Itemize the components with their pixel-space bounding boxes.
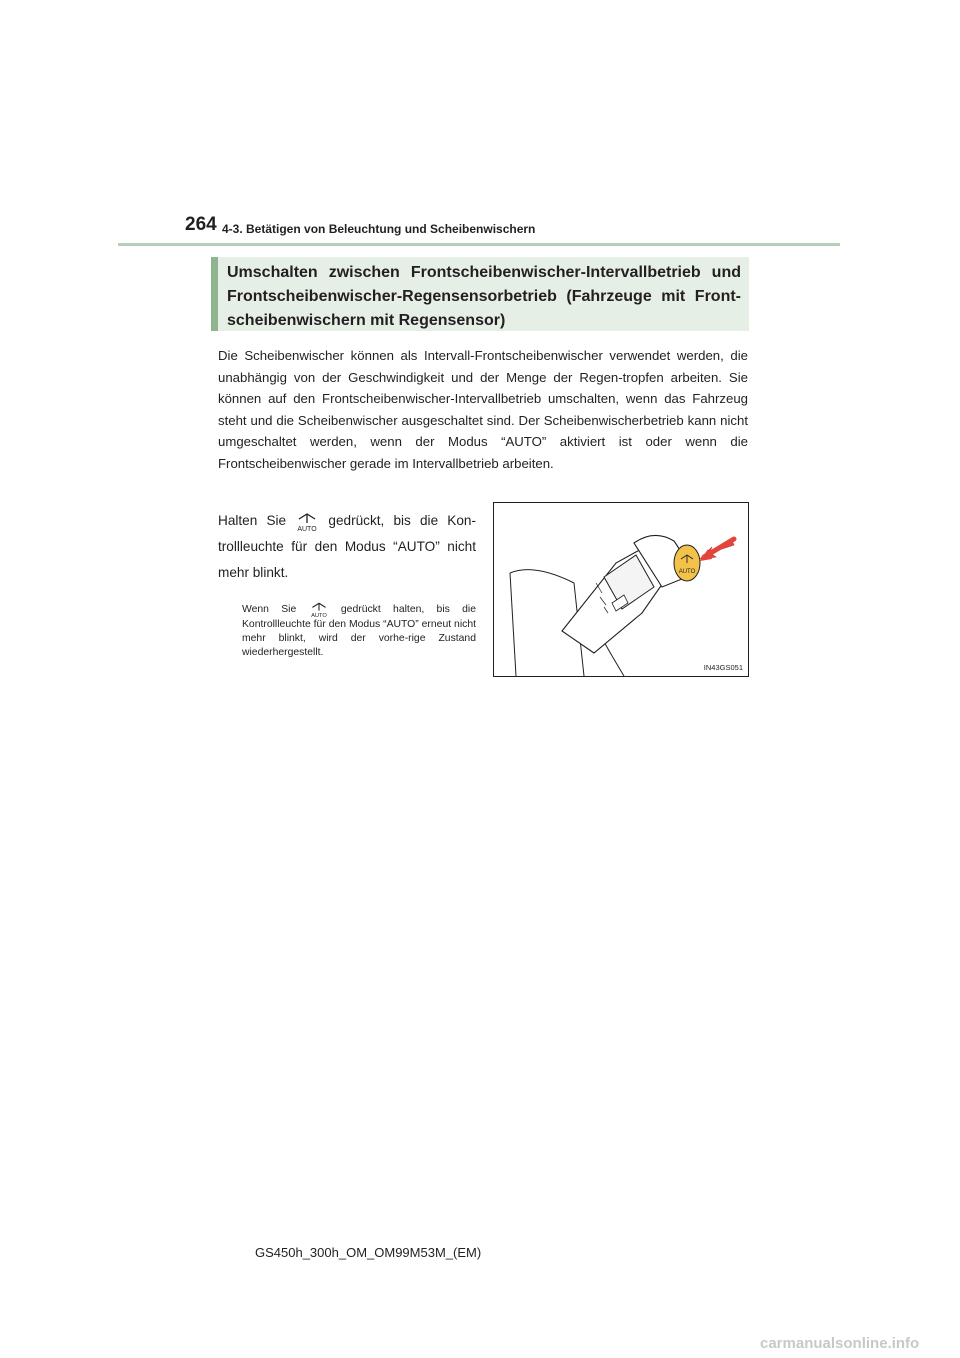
instruction-lead: Halten Sie xyxy=(218,513,287,528)
auto-icon-label: AUTO xyxy=(297,526,317,533)
header-divider xyxy=(118,243,840,246)
instruction-text xyxy=(218,508,476,586)
body-paragraph: Die Scheibenwischer können als Intervall-Frontscheibenwischer verwendet werden, die unabhängig von der Geschwindigkeit und der Menge der Regen-tropfen arbeiten. Sie können auf den Frontscheibenwischer-Intervallbetrieb umschalten, wenn das Fahrzeug steht und die Scheibenwischer ausgeschaltet sind. Der Scheibenwischerbetrieb kann nicht umgeschaltet werden, wenn der Modus “AUTO” aktiviert ist oder wenn die Frontscheibenwischer gerade im Intervallbetrieb arbeiten. xyxy=(218,348,748,471)
note-text xyxy=(242,600,476,660)
auto-wiper-icon xyxy=(295,510,319,532)
note-lead: Wenn Sie xyxy=(242,603,297,615)
auto-icon-label-small: AUTO xyxy=(310,613,327,618)
chapter-title: 4-3. Betätigen von Beleuchtung und Scheibenwischern xyxy=(222,222,536,236)
note-rest: gedrückt halten, bis die Kontrollleuchte für den Modus “AUTO” erneut nicht mehr blinkt, wird der vorhe-rige Zustand wiederhergestellt. xyxy=(242,603,477,658)
instruction-rest: gedrückt, bis die Kon-trollleuchte für den Modus “AUTO” nicht mehr blinkt. xyxy=(218,513,477,580)
wiper-lever-drawing xyxy=(494,503,748,676)
watermark: carmanualsonline.info xyxy=(760,1335,920,1352)
footer-model-code: GS450h_300h_OM_OM99M53M_(EM) xyxy=(255,1245,482,1260)
wiper-switch-illustration xyxy=(493,502,749,677)
auto-wiper-icon-small xyxy=(309,600,329,618)
auto-button-label: AUTO xyxy=(678,569,696,575)
figure-code: IN43GS051 xyxy=(703,663,743,672)
page-number: 264 xyxy=(185,214,217,235)
section-title: Umschalten zwischen Frontscheibenwischer-Intervallbetrieb und Frontscheibenwischer-Regensensorbetrieb (Fahrzeuge mit Front-scheibenwischern mit Regensensor) xyxy=(227,264,741,329)
section-heading-box xyxy=(211,257,749,331)
